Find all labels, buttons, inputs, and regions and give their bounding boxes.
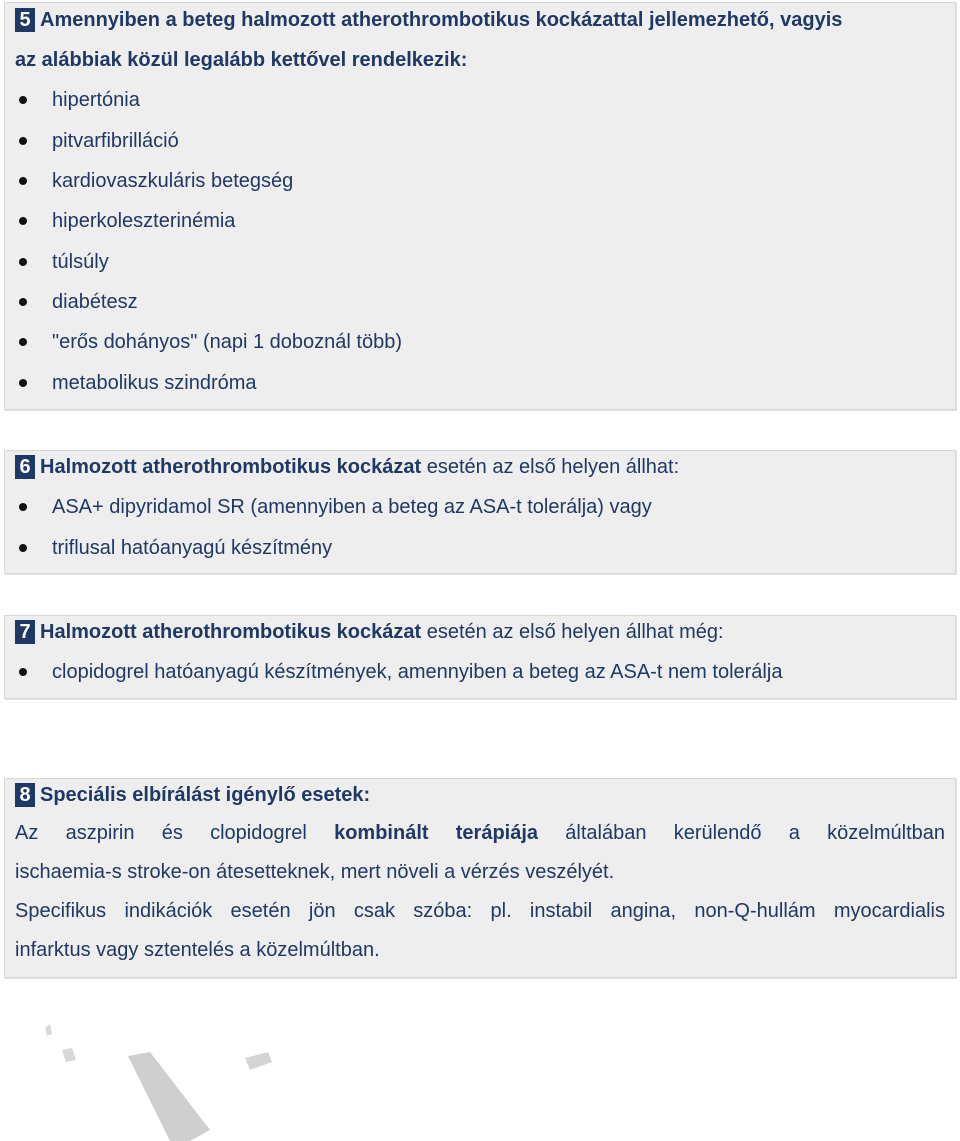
list-item-text: hiperkoleszterinémia	[52, 210, 236, 232]
bullet-icon	[19, 258, 27, 266]
list-item-text: triflusal hatóanyagú készítmény	[52, 537, 333, 559]
list-item-text: metabolikus szindróma	[52, 372, 257, 394]
section-8-number: 8	[15, 783, 35, 807]
section-7-box	[4, 615, 956, 699]
section-7-number: 7	[15, 620, 35, 644]
bullet-icon	[19, 137, 27, 145]
section-8-box	[4, 778, 956, 978]
paragraph-line	[15, 814, 945, 853]
text-run-bold: kombinált terápiája	[334, 822, 539, 844]
section-8-heading-text: Speciális elbírálást igénylő esetek:	[40, 784, 371, 806]
list-item-text: "erős dohányos" (napi 1 doboznál több)	[52, 331, 402, 353]
paragraph-line: infarktus vagy sztentelés a közelmúltban.	[15, 939, 380, 961]
bullet-icon	[19, 298, 27, 306]
section-6-heading-bold: Halmozott atherothrombotikus kockázat	[40, 456, 422, 478]
section-6-box	[4, 450, 956, 574]
list-item-text: kardiovaszkuláris betegség	[52, 170, 294, 192]
section-5-heading	[15, 8, 947, 32]
list-item-text: diabétesz	[52, 291, 138, 313]
list-item-text: clopidogrel hatóanyagú készítmények, amennyiben a beteg az ASA-t nem tolerálja	[52, 661, 783, 683]
text-run: Az aszpirin és clopidogrel	[15, 822, 335, 844]
list-item-text: pitvarfibrilláció	[52, 130, 179, 152]
section-5-number: 5	[15, 8, 35, 32]
bullet-icon	[19, 96, 27, 104]
bullet-icon	[19, 544, 27, 552]
section-7-heading-rest: esetén az első helyen állhat még:	[421, 621, 724, 643]
section-7-heading	[15, 620, 947, 644]
section-7-heading-bold: Halmozott atherothrombotikus kockázat	[40, 621, 422, 643]
section-5-heading-line2: az alábbiak közül legalább kettővel rendelkezik:	[15, 49, 468, 71]
bullet-icon	[19, 379, 27, 387]
list-item-text: ASA+ dipyridamol SR (amennyiben a beteg az ASA-t tolerálja) vagy	[52, 496, 652, 518]
bullet-icon	[19, 338, 27, 346]
section-8-heading	[15, 783, 947, 807]
section-6-heading-rest: esetén az első helyen állhat:	[421, 456, 680, 478]
list-item-text: hipertónia	[52, 89, 140, 111]
list-item-text: túlsúly	[52, 251, 109, 273]
bullet-icon	[19, 503, 27, 511]
text-run: általában kerülendő a közelmúltban	[538, 822, 945, 844]
paragraph-line: ischaemia-s stroke-on átesetteknek, mert növeli a vérzés veszélyét.	[15, 861, 615, 883]
bullet-icon	[19, 177, 27, 185]
bullet-icon	[19, 217, 27, 225]
section-6-heading	[15, 455, 947, 479]
section-5-heading-line1: Amennyiben a beteg halmozott atherothrombotikus kockázattal jellemezhető, vagyis	[40, 9, 843, 31]
section-6-number: 6	[15, 455, 35, 479]
section-8-paragraph	[15, 814, 945, 970]
bullet-icon	[19, 668, 27, 676]
watermark-graphic	[40, 1020, 280, 1141]
paragraph-line: Specifikus indikációk esetén jön csak szóba: pl. instabil angina, non-Q-hullám myocardialis	[15, 900, 945, 922]
section-5-box	[4, 2, 956, 410]
